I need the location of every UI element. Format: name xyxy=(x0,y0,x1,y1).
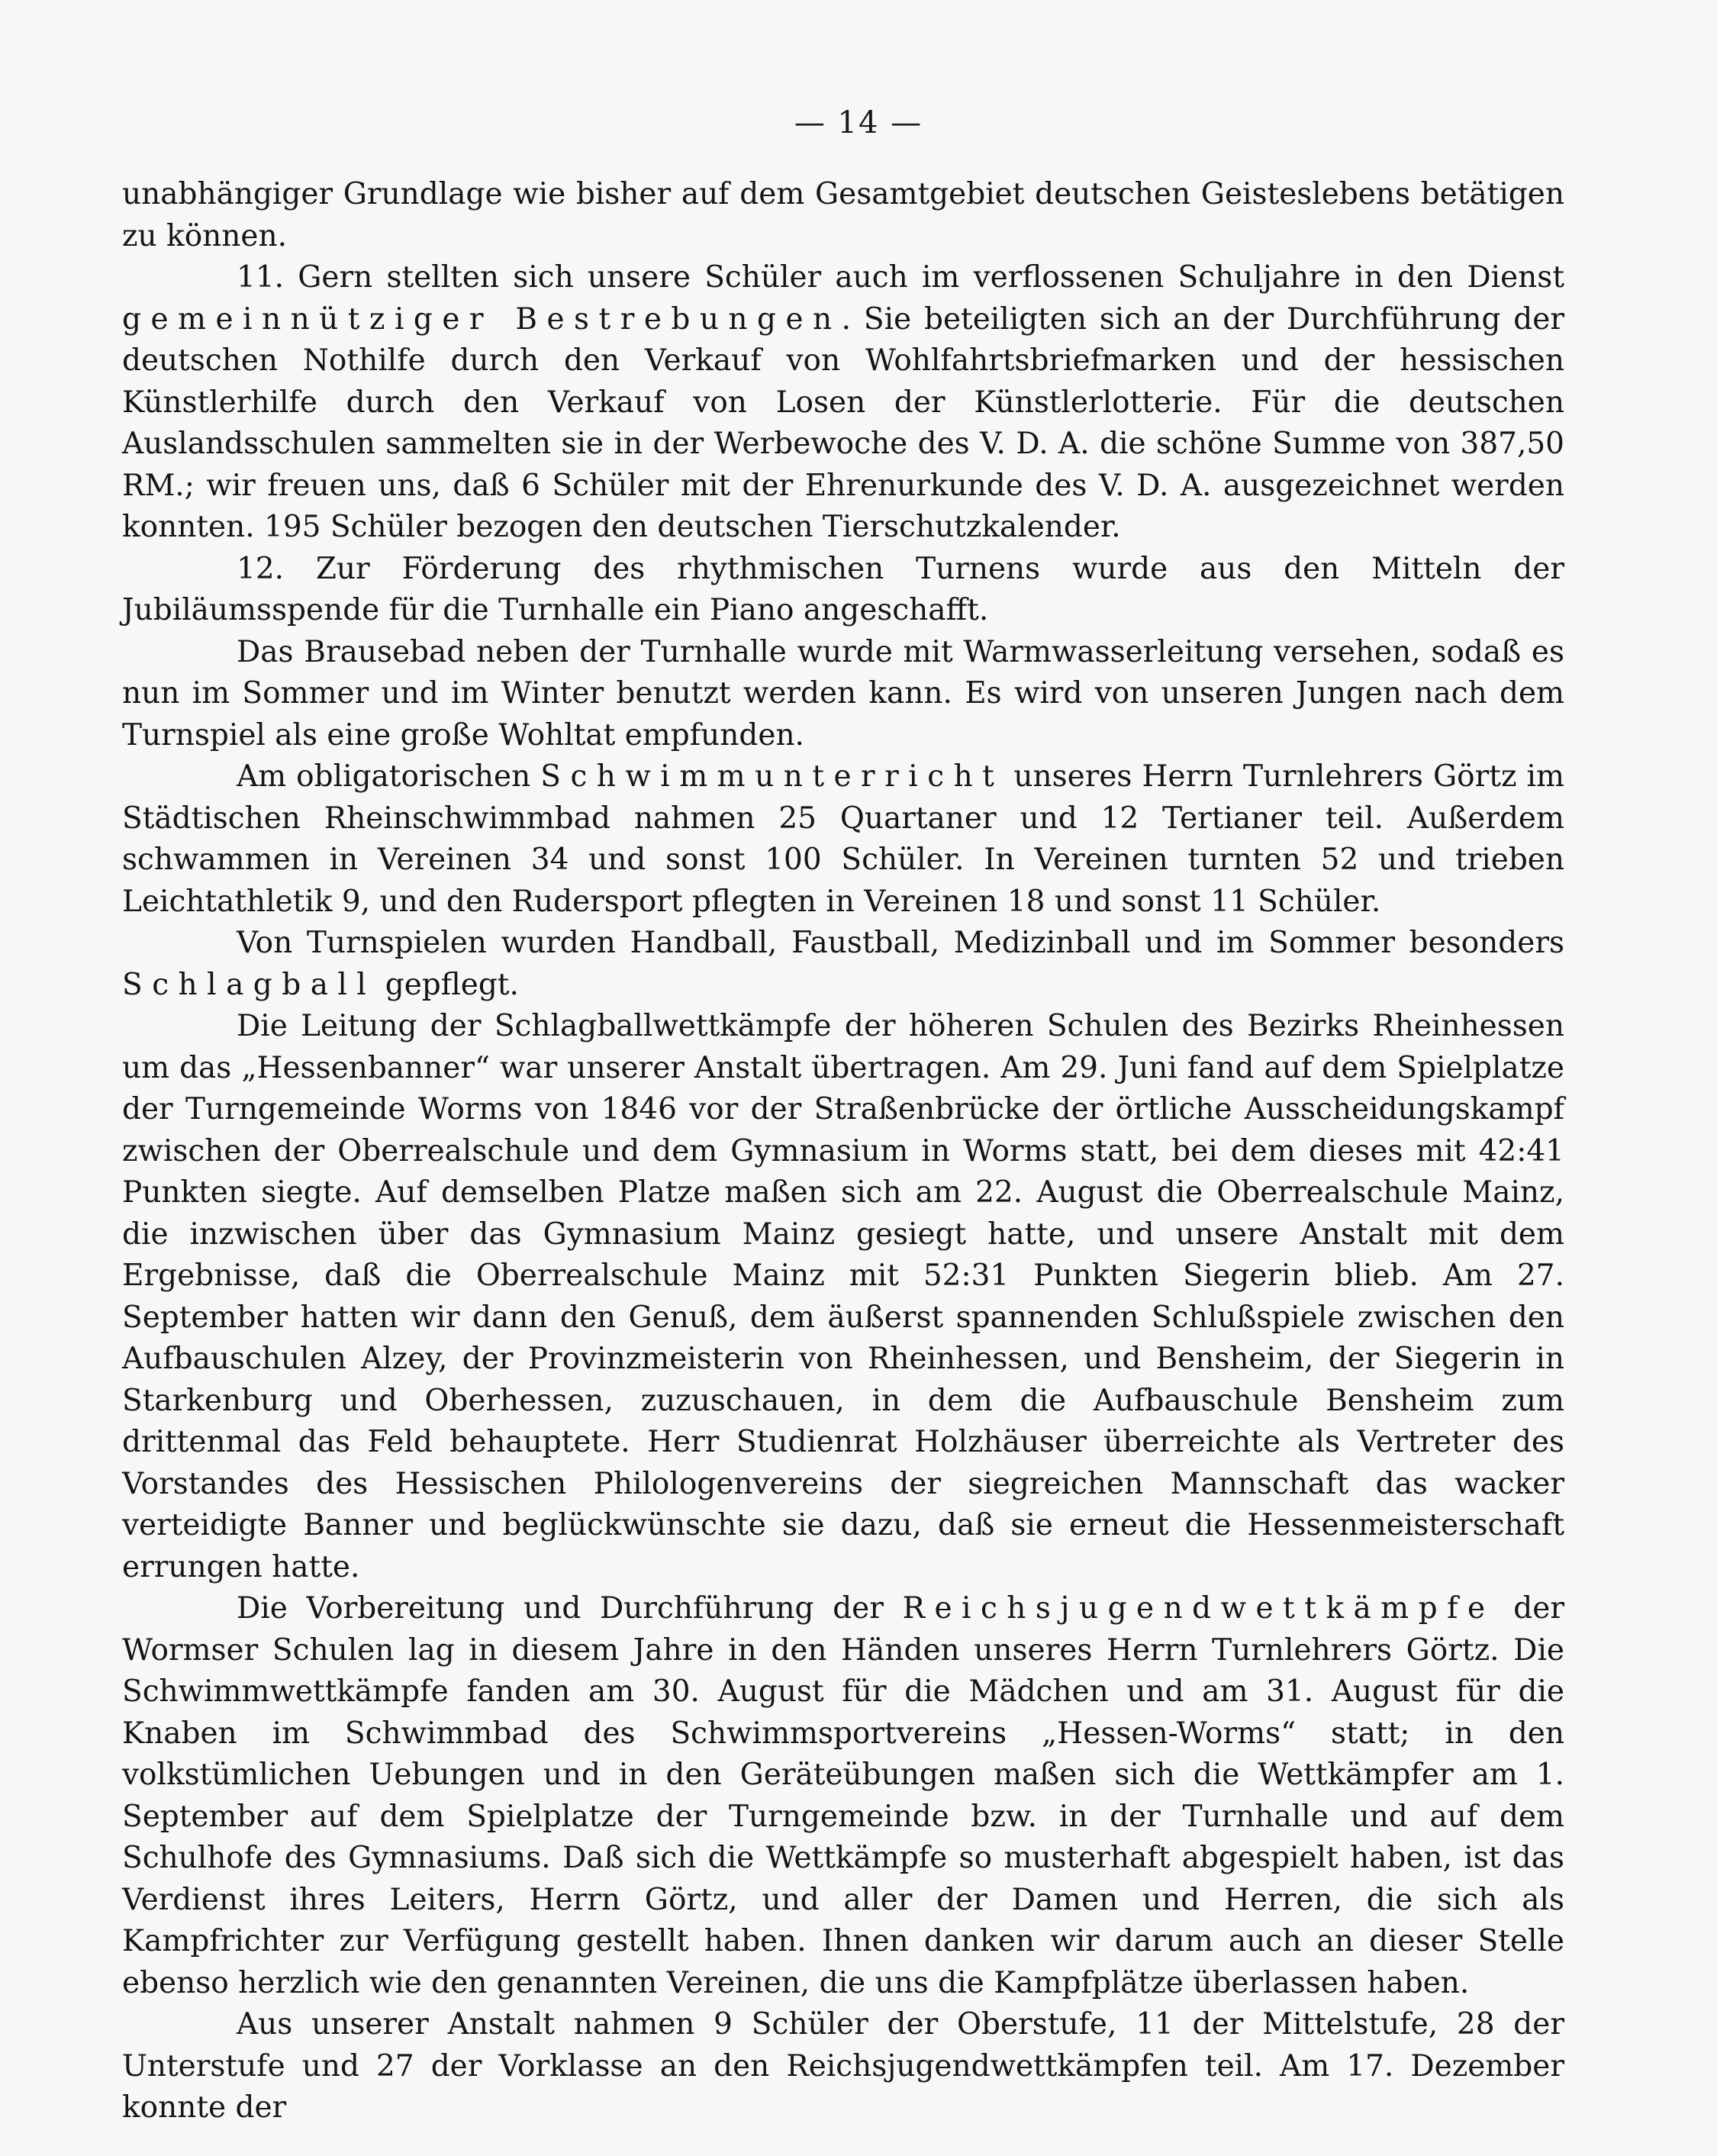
spaced-emphasis: Schwimmunterricht xyxy=(540,759,1004,794)
paragraph xyxy=(122,1588,1564,2004)
paragraph xyxy=(122,2004,1564,2129)
text-run: Am obligatorischen xyxy=(237,759,541,794)
text-run: Die Leitung der Schlagballwettkämpfe der höheren Schulen des Bezirks Rheinhessen um das „Hessenbanner“ war unserer Anstalt übertragen. Am 29. Juni fand auf dem Spielplatze der Turngemeinde Worms von 1846 vor der Straßenbrücke der örtliche Ausscheidungskampf zwischen der Oberrealschule und dem Gymnasium in Worms statt, bei dem dieses mit 42:41 Punkten siegte. Auf demselben Platze maßen sich am 22. August die Oberrealschule Mainz, die inzwischen über das Gymnasium Mainz gesiegt hatte, und unsere Anstalt mit dem Ergebnisse, daß die Oberrealschule Mainz mit 52:31 Punkten Siegerin blieb. Am 27. September hatten wir dann den Genuß, dem äußerst spannenden Schlußspiele zwischen den Aufbauschulen Alzey, der Provinzmeisterin von Rheinhessen, und Bensheim, der Siegerin in Starkenburg und Oberhessen, zuzuschauen, in dem die Aufbauschule Bensheim zum drittenmal das Feld behauptete. Herr Studienrat Holzhäuser überreichte als Vertreter des Vorstandes des Hessischen Philologenvereins der siegreichen Mannschaft das wacker verteidigte Banner und beglückwünschte sie dazu, daß sie erneut die Hessenmeisterschaft errungen hatte. xyxy=(122,1009,1564,1584)
paragraph xyxy=(122,632,1564,757)
paragraph xyxy=(122,1006,1564,1588)
spaced-emphasis: gemeinnütziger Bestrebungen xyxy=(122,301,842,337)
text-run: Von Turnspielen wurden Handball, Faustball, Medizinball und im Sommer besonders xyxy=(237,926,1564,960)
text-run: unabhängiger Grundlage wie bisher auf dem Gesamtgebiet deutschen Geisteslebens betätigen zu können. xyxy=(122,177,1564,253)
spaced-emphasis: Reichsjugendwettkämpfe xyxy=(902,1591,1495,1626)
text-run: unseres Herrn Turnlehrers Görtz im Städtischen Rheinschwimmbad nahmen 25 Quartaner und 12 Tertianer teil. Außerdem schwammen in Vereinen 34 und sonst 100 Schüler. In Vereinen turnten 52 und trieben Leichtathletik 9, und den Rudersport pflegten in Vereinen 18 und sonst 11 Schüler. xyxy=(122,759,1564,919)
text-run: gepflegt. xyxy=(375,967,519,1002)
paragraph xyxy=(122,923,1564,1006)
text-run: . Sie beteiligten sich an der Durchführung der deutschen Nothilfe durch den Verkauf von Wohlfahrtsbriefmarken und der hessischen Künstlerhilfe durch den Verkauf von Losen der Künstlerlotterie. Für die deutschen Auslandsschulen sammelten sie in der Werbewoche des V. D. A. die schöne Summe von 387,50 RM.; wir freuen uns, daß 6 Schüler mit der Ehrenurkunde des V. D. A. ausgezeichnet werden konnten. 195 Schüler bezogen den deutschen Tierschutzkalender. xyxy=(122,301,1564,544)
text-run: der Wormser Schulen lag in diesem Jahre in den Händen unseres Herrn Turnlehrers Görtz. Die Schwimmwettkämpfe fanden am 30. August für die Mädchen und am 31. August für die Knaben im Schwimmbad des Schwimmsportvereins „Hessen-Worms“ statt; in den volkstümlichen Uebungen und in den Geräteübungen maßen sich die Wettkämpfer am 1. September auf dem Spielplatze der Turngemeinde bzw. in der Turnhalle und auf dem Schulhofe des Gymnasiums. Daß sich die Wettkämpfe so musterhaft abgespielt haben, ist das Verdienst ihres Leiters, Herrn Görtz, und aller der Damen und Herren, die sich als Kampfrichter zur Verfügung gestellt haben. Ihnen danken wir darum auch an dieser Stelle ebenso herzlich wie den genannten Vereinen, die uns die Kampfplätze überlassen haben. xyxy=(122,1591,1564,2000)
page-number: — 14 — xyxy=(794,105,923,140)
paragraph xyxy=(122,174,1564,257)
paragraph xyxy=(122,257,1564,549)
text-run: Die Vorbereitung und Durchführung der xyxy=(237,1591,903,1626)
paragraph xyxy=(122,549,1564,632)
paragraph xyxy=(122,756,1564,923)
text-run: Das Brausebad neben der Turnhalle wurde mit Warmwasserleitung versehen, sodaß es nun im Sommer und im Winter benutzt werden kann. Es wird von unseren Jungen nach dem Turnspiel als eine große Wohltat empfunden. xyxy=(122,634,1564,753)
text-run: 12. Zur Förderung des rhythmischen Turnens wurde aus den Mitteln der Jubiläumsspende für die Turnhalle ein Piano angeschafft. xyxy=(122,551,1564,627)
text-run: 11. Gern stellten sich unsere Schüler auch im verflossenen Schuljahre in den Dienst xyxy=(237,260,1564,295)
text-run: Aus unserer Anstalt nahmen 9 Schüler der Oberstufe, 11 der Mittelstufe, 28 der Unterstufe und 27 der Vorklasse an den Reichsjugendwettkämpfen teil. Am 17. Dezember konnte der xyxy=(122,2007,1564,2125)
body-text xyxy=(122,174,1564,2129)
spaced-emphasis: Schlagball xyxy=(122,967,376,1002)
